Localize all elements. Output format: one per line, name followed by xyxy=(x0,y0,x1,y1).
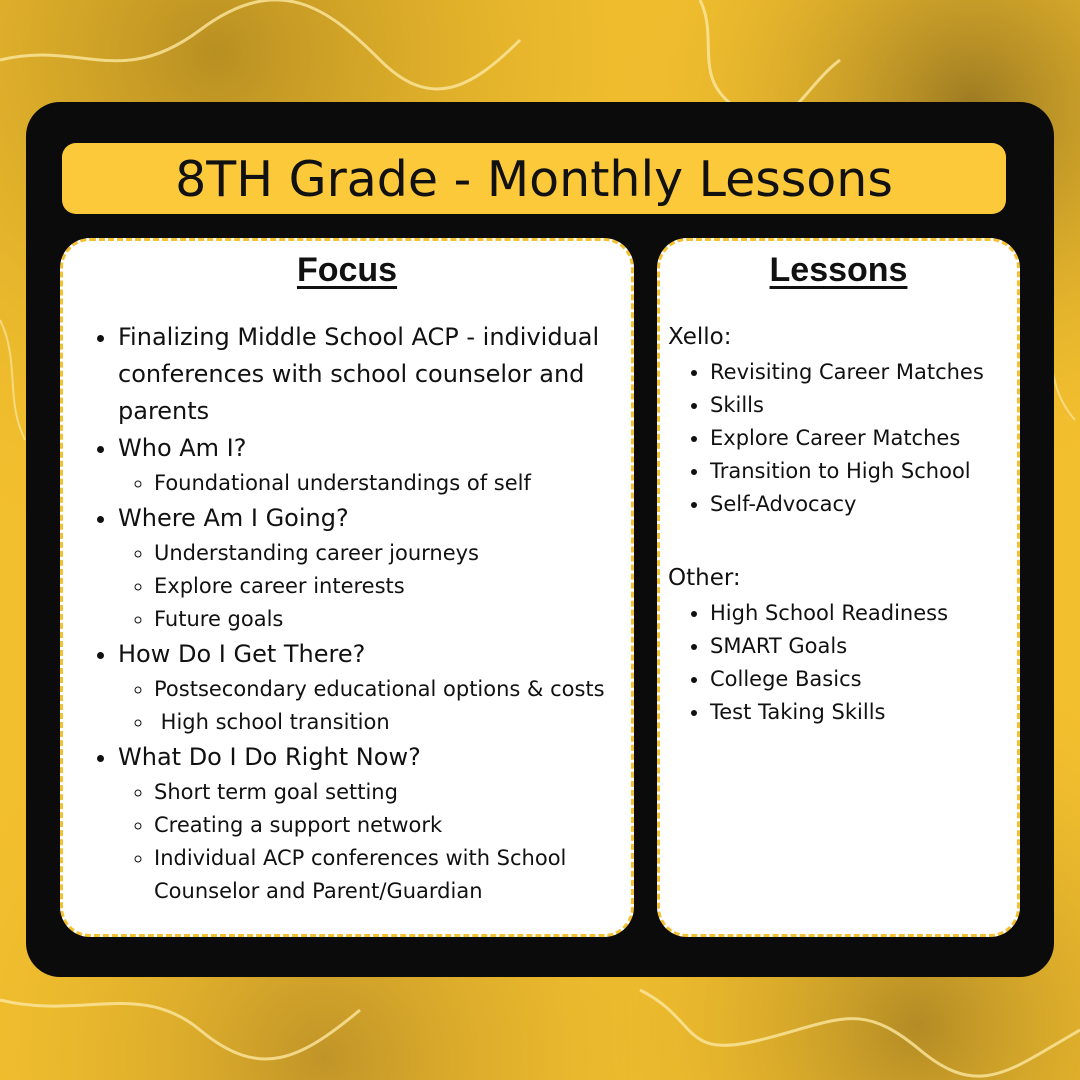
lesson-item: • High School Readiness xyxy=(710,597,1007,630)
lessons-content xyxy=(668,319,1007,729)
lessons-group-label-xello: Xello: xyxy=(668,324,732,350)
focus-subitem: ◦ Creating a support network xyxy=(154,809,617,842)
lesson-item: • Explore Career Matches xyxy=(710,422,1007,455)
focus-item-label: Where Am I Going? xyxy=(118,504,349,532)
lesson-item: • College Basics xyxy=(710,663,1007,696)
focus-item-label: Who Am I? xyxy=(118,434,247,462)
lessons-panel xyxy=(657,238,1020,937)
lesson-item: • Revisiting Career Matches xyxy=(710,356,1007,389)
focus-item xyxy=(118,636,617,739)
focus-item-label: How Do I Get There? xyxy=(118,640,366,668)
lessons-list-xello xyxy=(668,356,1007,521)
focus-subitem: ◦ Postsecondary educational options & costs xyxy=(154,673,617,706)
lessons-group-label-other: Other: xyxy=(668,565,741,591)
page-title: 8TH Grade - Monthly Lessons xyxy=(175,151,893,208)
focus-sublist xyxy=(118,673,617,739)
focus-subitem: ◦ High school transition xyxy=(154,706,617,739)
focus-item xyxy=(118,430,617,500)
lesson-item: • SMART Goals xyxy=(710,630,1007,663)
focus-list xyxy=(89,319,617,908)
lessons-spacer xyxy=(668,521,1007,560)
focus-sublist xyxy=(118,776,617,908)
focus-item xyxy=(118,500,617,636)
lesson-item: • Skills xyxy=(710,389,1007,422)
lesson-item: • Test Taking Skills xyxy=(710,696,1007,729)
focus-item-label: Finalizing Middle School ACP - individual conferences with school counselor and parents xyxy=(118,323,600,425)
focus-sublist xyxy=(118,467,617,500)
focus-item-label: What Do I Do Right Now? xyxy=(118,743,421,771)
focus-subitem: ◦ Understanding career journeys xyxy=(154,537,617,570)
focus-subitem: ◦ Short term goal setting xyxy=(154,776,617,809)
focus-subitem: ◦ Future goals xyxy=(154,603,617,636)
lesson-item: • Transition to High School xyxy=(710,455,1007,488)
focus-subitem: ◦ Explore career interests xyxy=(154,570,617,603)
lessons-heading: Lessons xyxy=(769,251,908,289)
focus-item xyxy=(118,739,617,908)
title-bar xyxy=(62,143,1006,214)
focus-subitem: ◦ Foundational understandings of self xyxy=(154,467,617,500)
focus-panel xyxy=(60,238,634,937)
focus-subitem: ◦ Individual ACP conferences with School Counselor and Parent/Guardian xyxy=(154,842,617,908)
focus-heading: Focus xyxy=(296,251,398,289)
lesson-item: • Self-Advocacy xyxy=(710,488,1007,521)
focus-sublist xyxy=(118,537,617,636)
lessons-list-other xyxy=(668,597,1007,729)
focus-item xyxy=(118,319,617,430)
